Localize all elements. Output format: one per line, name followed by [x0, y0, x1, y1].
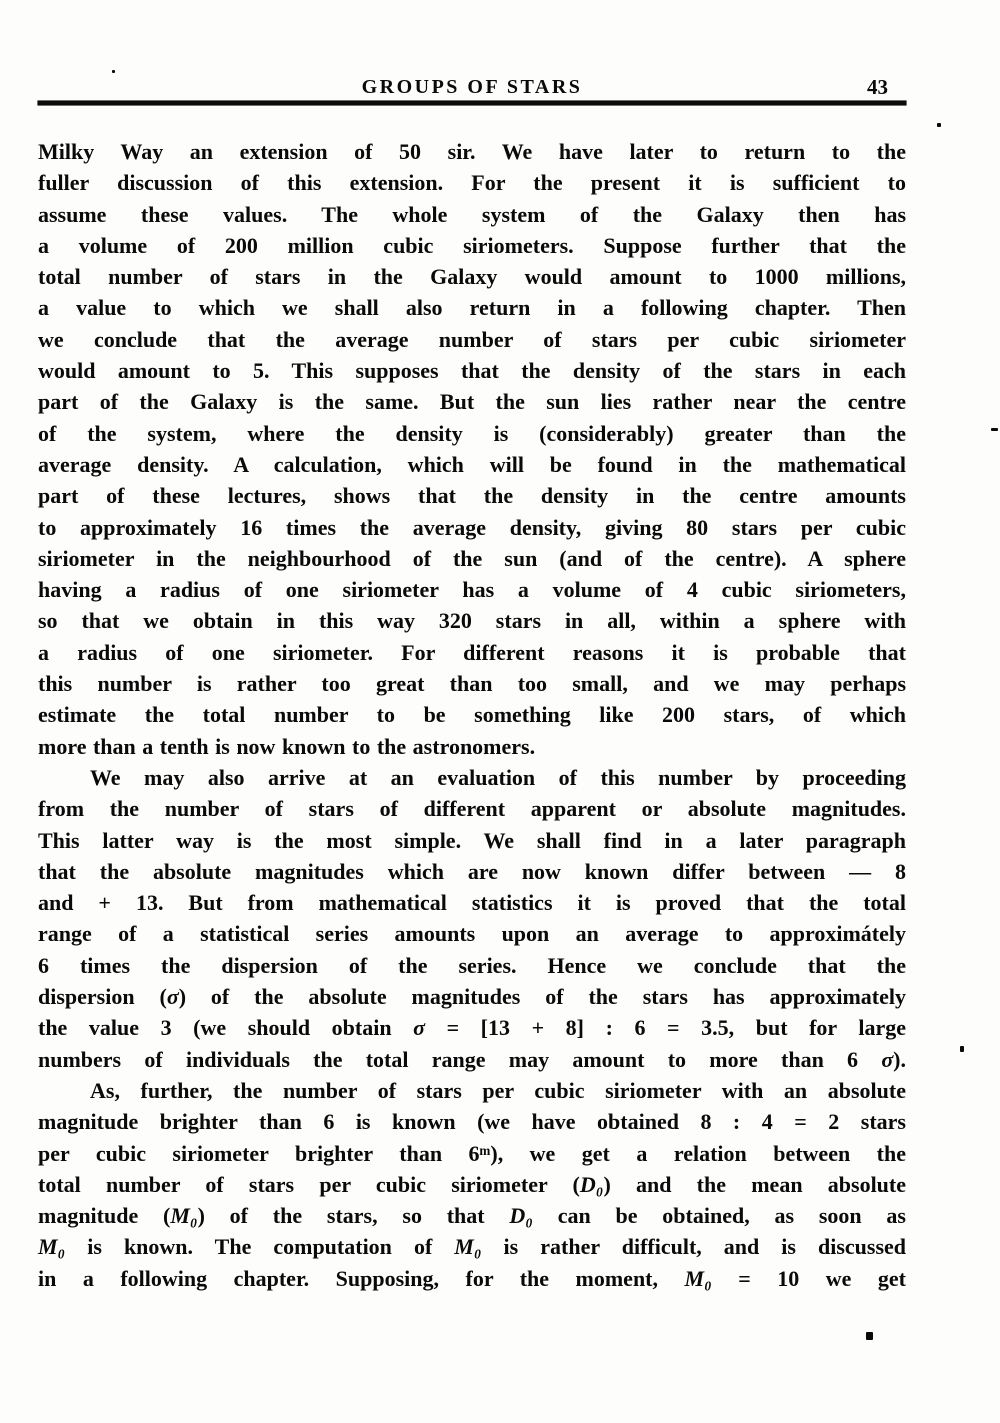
- text-line: magnitude (M₀) of the stars, so that D₀ can be obtained, as soon as: [38, 1203, 906, 1229]
- paragraph: [38, 136, 906, 762]
- scan-speck: [991, 428, 998, 431]
- text-line: so that we obtain in this way 320 stars in all, within a sphere with: [38, 608, 906, 634]
- running-title: GROUPS OF STARS: [361, 76, 583, 98]
- scan-speck: [960, 1046, 964, 1052]
- text-line: from the number of stars of different apparent or absolute magnitudes.: [38, 796, 906, 822]
- paragraph: [38, 1075, 906, 1294]
- text-line: and + 13. But from mathematical statistics it is proved that the total: [38, 890, 906, 916]
- text-line: part of these lectures, shows that the density in the centre amounts: [38, 483, 906, 509]
- text-line: to approximately 16 times the average density, giving 80 stars per cubic: [38, 514, 906, 540]
- text-line: total number of stars in the Galaxy would amount to 1000 millions,: [38, 264, 906, 290]
- text-line: This latter way is the most simple. We shall find in a later paragraph: [38, 827, 906, 853]
- text-line: assume these values. The whole system of the Galaxy then has: [38, 201, 906, 227]
- text-line: We may also arrive at an evaluation of this number by proceeding: [90, 764, 906, 790]
- scan-speck: [866, 1332, 873, 1340]
- text-line: we conclude that the average number of stars per cubic siriometer: [38, 326, 906, 352]
- text-line: a value to which we shall also return in a following chapter. Then: [38, 295, 906, 321]
- text-line: per cubic siriometer brighter than 6ᵐ), we get a relation between the: [38, 1140, 906, 1166]
- text-line: would amount to 5. This supposes that the density of the stars in each: [38, 358, 906, 384]
- text-line: As, further, the number of stars per cubic siriometer with an absolute: [90, 1077, 906, 1103]
- text-line: of the system, where the density is (considerably) greater than the: [38, 420, 906, 446]
- text-line: this number is rather too great than too small, and we may perhaps: [38, 671, 906, 697]
- text-line: that the absolute magnitudes which are now known differ between — 8: [38, 858, 906, 884]
- scan-speck: [112, 70, 115, 73]
- text-line: part of the Galaxy is the same. But the sun lies rather near the centre: [38, 389, 906, 415]
- text-line: estimate the total number to be something like 200 stars, of which: [38, 702, 906, 728]
- text-line: M₀ is known. The computation of M₀ is rather difficult, and is discussed: [38, 1234, 907, 1260]
- text-line: a volume of 200 million cubic siriometers. Suppose further that the: [38, 232, 906, 258]
- page-number: 43: [867, 75, 888, 99]
- header-rule: [38, 101, 906, 105]
- text-line: dispersion (σ) of the absolute magnitudes of the stars has approximately: [38, 984, 906, 1010]
- text-line: average density. A calculation, which will be found in the mathematical: [38, 451, 906, 477]
- text-line: having a radius of one siriometer has a volume of 4 cubic siriometers,: [38, 577, 906, 603]
- text-line: a radius of one siriometer. For different reasons it is probable that: [38, 639, 906, 665]
- text-line: total number of stars per cubic siriometer (D₀) and the mean absolute: [38, 1171, 907, 1197]
- text-line: in a following chapter. Supposing, for the moment, M₀ = 10 we get: [38, 1265, 907, 1291]
- text-line: magnitude brighter than 6 is known (we have obtained 8 : 4 = 2 stars: [38, 1109, 906, 1135]
- text-line: Milky Way an extension of 50 sir. We have later to return to the: [38, 139, 906, 164]
- text-line: more than a tenth is now known to the astronomers.: [38, 733, 536, 759]
- paragraph: [38, 762, 906, 1075]
- page-header: [38, 74, 906, 100]
- text-body: [38, 136, 906, 1294]
- scan-speck: [937, 123, 941, 127]
- text-line: the value 3 (we should obtain σ = [13 + 8] : 6 = 3.5, but for large: [38, 1015, 906, 1041]
- text-line: range of a statistical series amounts upon an average to approximátely: [38, 921, 906, 947]
- text-line: 6 times the dispersion of the series. Hence we conclude that the: [38, 952, 906, 978]
- text-line: fuller discussion of this extension. For the present it is sufficient to: [38, 170, 906, 196]
- text-line: siriometer in the neighbourhood of the sun (and of the centre). A sphere: [38, 545, 906, 571]
- text-line: numbers of individuals the total range may amount to more than 6 σ).: [38, 1046, 906, 1072]
